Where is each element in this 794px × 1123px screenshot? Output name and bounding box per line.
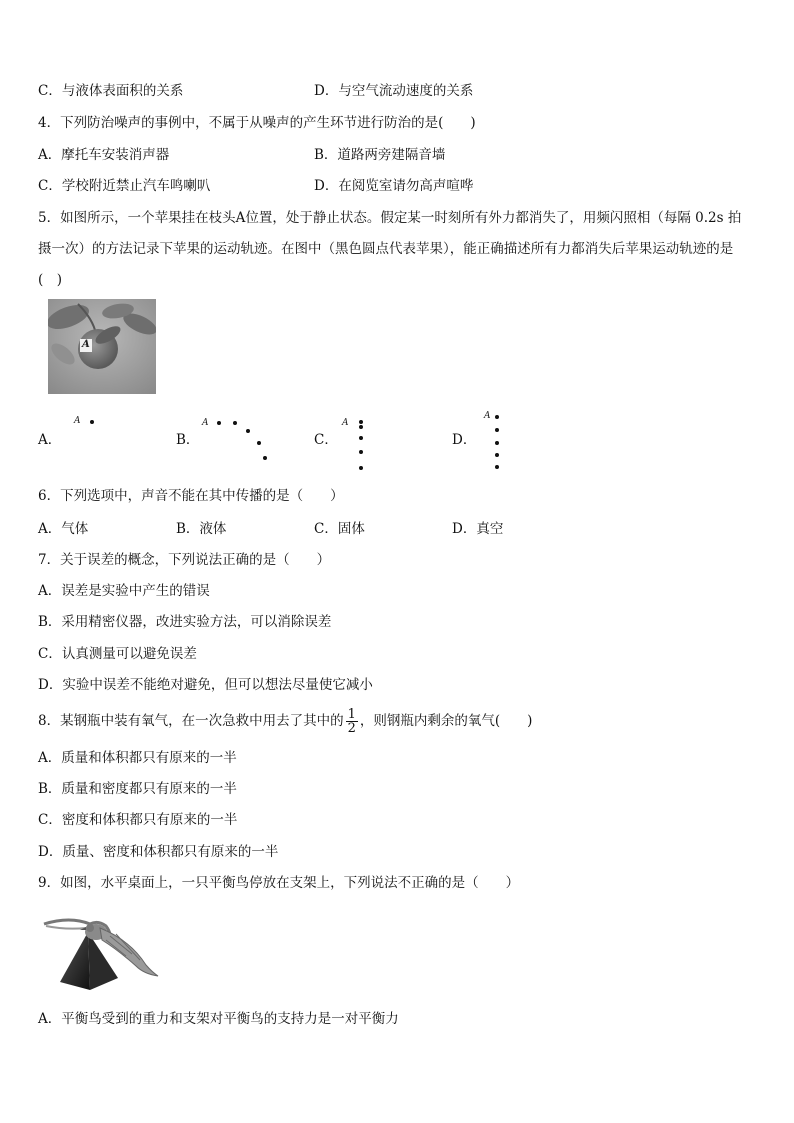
q4-option-c: C．学校附近禁止汽车鸣喇叭 — [38, 178, 211, 194]
q7-option-d: D．实验中误差不能绝对避免，但可以想法尽量使它减小 — [38, 677, 373, 693]
q7-option-c: C．认真测量可以避免误差 — [38, 646, 197, 662]
q3-option-d: D．与空气流动速度的关系 — [314, 83, 474, 99]
q8-stem-prefix: 8．某钢瓶中装有氧气，在一次急救中用去了其中的 — [38, 713, 344, 729]
q6-option-d: D．真空 — [452, 521, 504, 537]
q8-stem — [38, 704, 532, 738]
q6-option-c: C．固体 — [314, 521, 365, 537]
apple-dot — [359, 436, 363, 440]
q4-option-d: D．在阅览室请勿高声喧哗 — [314, 178, 474, 194]
dot-label-c: A — [342, 418, 349, 428]
q4-option-a: A．摩托车安装消声器 — [38, 147, 170, 163]
apple-dot — [359, 466, 363, 470]
apple-photo — [48, 299, 156, 394]
q5-stem-line3: ( ) — [38, 272, 63, 288]
q5-option-d: D． — [452, 432, 477, 448]
trajectory-diagram-b — [200, 414, 280, 464]
trajectory-diagram-d — [476, 410, 516, 472]
balance-bird-photo — [40, 910, 165, 992]
q7-option-b: B．采用精密仪器，改进实验方法，可以消除误差 — [38, 614, 332, 630]
apple-dot — [257, 441, 261, 445]
trajectory-diagram-c — [340, 414, 380, 474]
apple-dot — [263, 456, 267, 460]
q7-option-a: A．误差是实验中产生的错误 — [38, 583, 210, 599]
apple-dot — [359, 420, 363, 424]
apple-dot — [495, 428, 499, 432]
q5-option-b: B． — [176, 432, 200, 448]
q5-option-c: C． — [314, 432, 338, 448]
q8-stem-suffix: ，则钢瓶内剩余的氧气( ) — [359, 713, 533, 729]
apple-dot — [495, 453, 499, 457]
q9-option-a: A．平衡鸟受到的重力和支架对平衡鸟的支持力是一对平衡力 — [38, 1011, 399, 1027]
trajectory-diagram-a — [72, 414, 112, 434]
fraction-denominator: 2 — [347, 721, 356, 736]
dot-label-b: A — [202, 418, 209, 428]
apple-dot — [495, 415, 499, 419]
q8-option-a: A．质量和体积都只有原来的一半 — [38, 750, 237, 766]
apple-figure — [48, 299, 156, 394]
q7-stem: 7．关于误差的概念，下列说法正确的是（ ） — [38, 552, 331, 568]
q8-option-c: C．密度和体积都只有原来的一半 — [38, 812, 238, 828]
apple-dot — [246, 429, 250, 433]
q5-stem-line2: 摄一次）的方法记录下苹果的运动轨迹。在图中（黑色圆点代表苹果），能正确描述所有力都消失后苹果运动轨迹的是 — [38, 241, 734, 257]
q3-option-c: C．与液体表面积的关系 — [38, 83, 184, 99]
balance-bird-figure — [40, 910, 165, 992]
q5-option-a: A． — [38, 432, 62, 448]
apple-position-label: A — [82, 339, 90, 350]
q9-stem: 9．如图，水平桌面上，一只平衡鸟停放在支架上，下列说法不正确的是（ ） — [38, 875, 520, 891]
q4-stem: 4．下列防治噪声的事例中，不属于从噪声的产生环节进行防治的是( ) — [38, 115, 476, 131]
apple-dot — [90, 420, 94, 424]
dot-label-d: A — [484, 411, 491, 421]
q5-stem-line1: 5．如图所示，一个苹果挂在枝头A位置，处于静止状态。假定某一时刻所有外力都消失了，用频闪照相（每隔 0.2s 拍 — [38, 210, 742, 226]
q8-option-d: D．质量、密度和体积都只有原来的一半 — [38, 844, 279, 860]
dot-label-a: A — [74, 416, 81, 426]
q6-option-b: B．液体 — [176, 521, 227, 537]
q6-option-a: A．气体 — [38, 521, 89, 537]
apple-dot — [495, 441, 499, 445]
apple-dot — [359, 425, 363, 429]
fraction-numerator: 1 — [347, 707, 356, 722]
fraction-one-half — [346, 708, 358, 735]
apple-dot — [217, 421, 221, 425]
q4-option-b: B．道路两旁建隔音墙 — [314, 147, 446, 163]
apple-dot — [359, 450, 363, 454]
apple-dot — [233, 421, 237, 425]
apple-dot — [495, 465, 499, 469]
q6-stem: 6．下列选项中，声音不能在其中传播的是（ ） — [38, 488, 344, 504]
q8-option-b: B．质量和密度都只有原来的一半 — [38, 781, 237, 797]
